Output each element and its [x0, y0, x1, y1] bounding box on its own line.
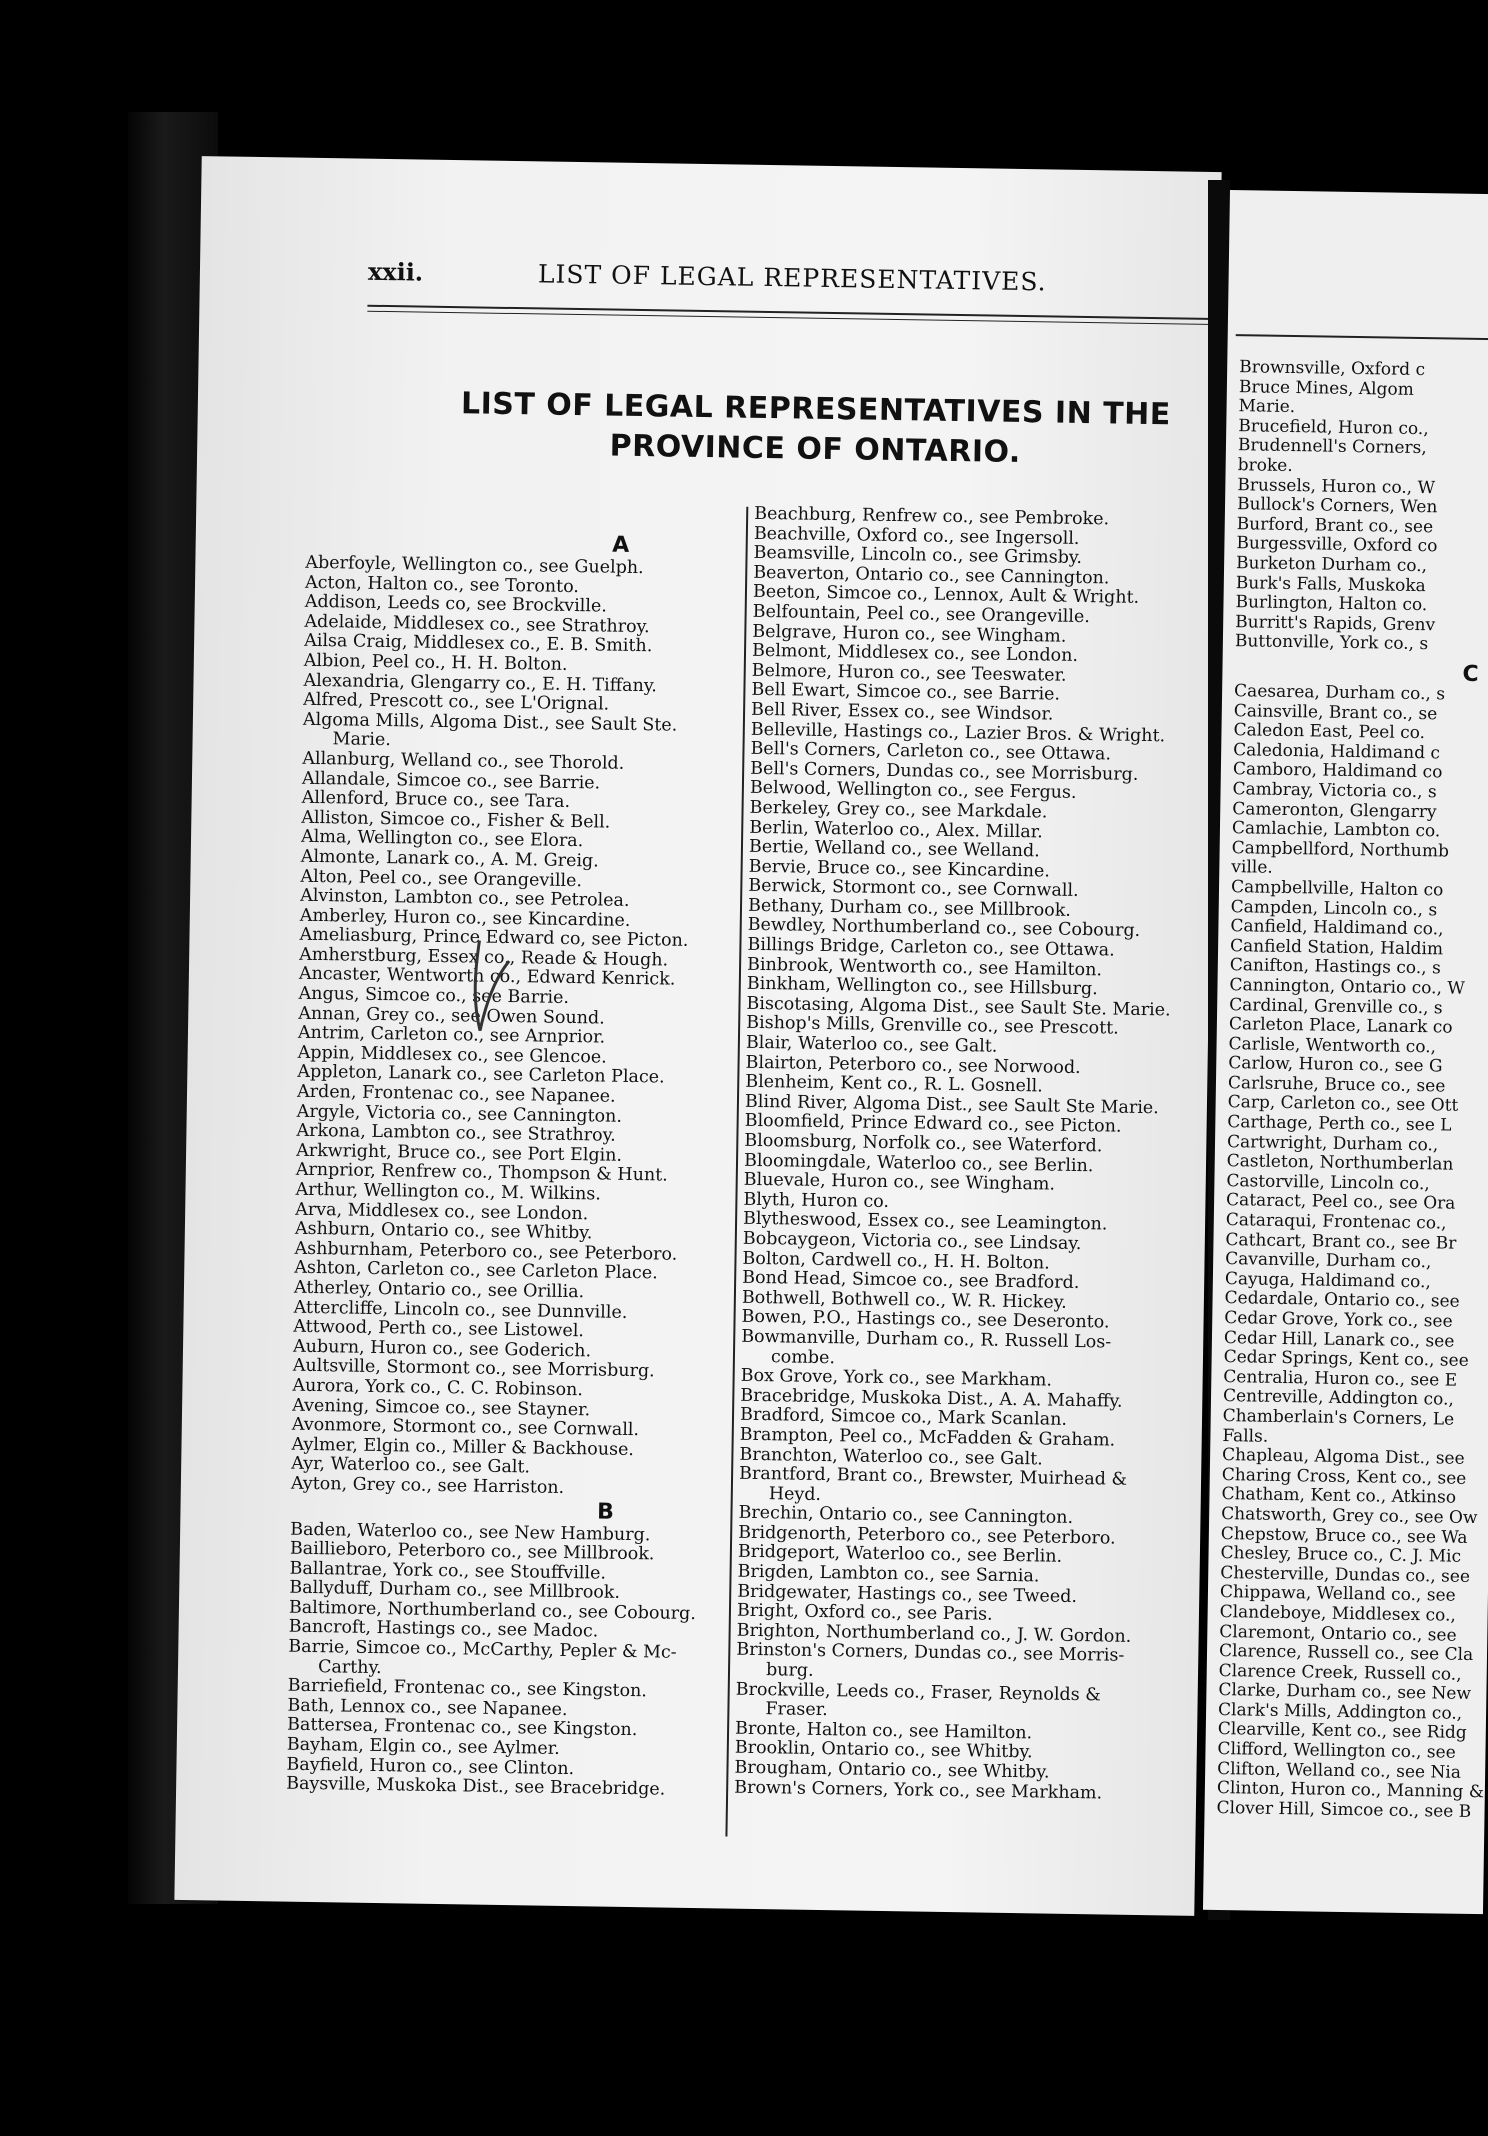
directory-entry: Belwood, Wellington co., see Fergus.: [749, 778, 1077, 804]
directory-entry: Blairton, Peterboro co., see Norwood.: [745, 1052, 1081, 1078]
directory-entry: Chippawa, Welland co., see: [1219, 1582, 1456, 1607]
left-column: [286, 528, 746, 1802]
directory-entry: Ashton, Carleton co., see Carleton Place.: [294, 1258, 658, 1284]
directory-entry: Bright, Oxford co., see Paris.: [736, 1600, 993, 1625]
directory-entry: Bracebridge, Muskoka Dist., A. A. Mahaffy.: [740, 1385, 1123, 1412]
directory-entry: Alexandria, Glengarry co., E. H. Tiffany.: [303, 670, 658, 696]
directory-entry: Bath, Lennox co., see Napanee.: [287, 1695, 568, 1720]
directory-entry: Clover Hill, Simcoe co., see B: [1216, 1797, 1472, 1822]
directory-entry: Ballantrae, York co., see Stouffville.: [289, 1558, 607, 1584]
directory-entry: Cataraqui, Frontenac co.,: [1225, 1210, 1447, 1234]
directory-entry: Castorville, Lincoln co.,: [1226, 1170, 1430, 1195]
directory-entry: Bowen, P.O., Hastings co., see Deseronto.: [741, 1307, 1110, 1333]
directory-entry: Attwood, Perth co., see Listowel.: [293, 1316, 585, 1342]
directory-entry: Blytheswood, Essex co., see Leamington.: [742, 1209, 1108, 1235]
directory-entry: Aultsville, Stormont co., see Morrisburg.: [292, 1356, 655, 1382]
directory-entry: Blenheim, Kent co., R. L. Gosnell.: [745, 1071, 1043, 1097]
directory-entry: Cathcart, Brant co., see Br: [1225, 1229, 1457, 1254]
directory-entry: Bruce Mines, Algom: [1238, 376, 1414, 400]
directory-entry: Beamsville, Lincoln co., see Grimsby.: [753, 543, 1083, 569]
directory-entry: Ancaster, Wentworth co., Edward Kenrick.: [298, 964, 676, 991]
directory-entry: Clark's Mills, Addington co.,: [1217, 1699, 1463, 1724]
directory-entry: ville.: [1231, 857, 1273, 879]
directory-entry: Brown's Corners, York co., see Markham.: [734, 1777, 1103, 1804]
directory-entry: Clifford, Wellington co., see: [1217, 1739, 1456, 1763]
directory-entry: Campden, Lincoln co., s: [1230, 896, 1438, 920]
directory-entry: Allandale, Simcoe co., see Barrie.: [301, 768, 601, 793]
facing-page-rule: [1236, 334, 1488, 341]
directory-entry: Algoma Mills, Algoma Dist., see Sault Ste.: [302, 709, 678, 736]
directory-entry: Bervie, Bruce co., see Kincardine.: [748, 856, 1051, 882]
directory-entry: Brampton, Peel co., McFadden & Graham.: [739, 1424, 1116, 1451]
directory-entry: Brighton, Northumberland co., J. W. Gordon.: [736, 1620, 1132, 1647]
directory-entry: Burk's Falls, Muskoka: [1235, 572, 1426, 596]
directory-entry: Almonte, Lanark co., A. M. Greig.: [300, 846, 599, 872]
directory-entry: Arva, Middlesex co., see London.: [295, 1199, 589, 1224]
directory-entry: Addison, Leeds co, see Brockville.: [304, 591, 608, 617]
directory-entry: Acton, Halton co., see Toronto.: [304, 572, 580, 597]
directory-entry: Marie.: [1238, 396, 1296, 418]
directory-entry: Blind River, Algoma Dist., see Sault Ste Marie.: [744, 1091, 1159, 1119]
directory-entry: Bell's Corners, Dundas co., see Morrisburg.: [750, 758, 1139, 785]
directory-entry: Campbellford, Northumb: [1231, 837, 1450, 862]
directory-entry: Bradford, Simcoe co., Mark Scanlan.: [739, 1405, 1068, 1431]
facing-page-column-top: [1235, 358, 1441, 655]
directory-entry: Cavanville, Durham co.,: [1225, 1249, 1432, 1273]
directory-entry: Bolton, Cardwell co., H. H. Bolton.: [742, 1248, 1050, 1274]
directory-entry: Ailsa Craig, Middlesex co., E. B. Smith.: [303, 631, 653, 657]
directory-entry: Clarke, Durham co., see New: [1218, 1680, 1472, 1705]
directory-entry: Bethany, Durham co., see Millbrook.: [747, 895, 1072, 921]
directory-entry: Campbellville, Halton co: [1230, 877, 1444, 901]
directory-entry: Caledonia, Haldimand c: [1233, 739, 1441, 764]
directory-entry: Ashburnham, Peterboro co., see Peterboro.: [294, 1238, 678, 1265]
directory-entry: Antrim, Carleton co., see Arnprior.: [297, 1022, 606, 1048]
directory-entry: Burritt's Rapids, Grenv: [1235, 611, 1436, 635]
directory-entry: Bertie, Welland co., see Welland.: [748, 836, 1040, 862]
directory-entry: Brockville, Leeds co., Fraser, Reynolds &: [735, 1679, 1101, 1706]
directory-entry: Alton, Peel co., see Orangeville.: [300, 866, 583, 891]
page-header: [368, 257, 1229, 311]
directory-entry: Argyle, Victoria co., see Cannington.: [296, 1101, 623, 1127]
directory-entry: Belfountain, Peel co., see Orangeville.: [752, 601, 1091, 628]
directory-entry: Chepstow, Bruce co., see Wa: [1220, 1523, 1468, 1548]
section-letter: B: [596, 1498, 615, 1525]
directory-entry: Appleton, Lanark co., see Carleton Place.: [297, 1062, 665, 1088]
directory-entry: Cartwright, Durham co.,: [1226, 1131, 1439, 1156]
directory-entry: Amherstburg, Essex co., Reade & Hough.: [299, 944, 669, 971]
directory-entry: Canfield Station, Haldim: [1229, 935, 1444, 960]
directory-entry: Bridgeport, Waterloo co., see Berlin.: [737, 1542, 1063, 1568]
directory-entry: Bell River, Essex co., see Windsor.: [750, 699, 1054, 725]
directory-entry: Brechin, Ontario co., see Cannington.: [738, 1502, 1074, 1529]
directory-entry: Bluevale, Huron co., see Wingham.: [743, 1169, 1056, 1195]
directory-entry: Cedardale, Ontario co., see: [1224, 1288, 1460, 1313]
directory-entry: Annan, Grey co., see Owen Sound.: [298, 1003, 605, 1029]
directory-entry: Cardinal, Grenville co., s: [1229, 994, 1443, 1018]
directory-entry: Ameliasburg, Prince Edward co, see Picton.: [299, 925, 689, 952]
directory-entry: Cataract, Peel co., see Ora: [1225, 1190, 1456, 1215]
directory-entry: Branchton, Waterloo co., see Galt.: [739, 1444, 1043, 1469]
directory-entry: Brooklin, Ontario co., see Whitby.: [734, 1738, 1033, 1763]
directory-entry: Caesarea, Durham co., s: [1233, 681, 1446, 705]
directory-entry: Bridgewater, Hastings co., see Tweed.: [737, 1581, 1078, 1607]
directory-entry: Buttonville, York co., s: [1234, 631, 1429, 655]
directory-entry: Avonmore, Stormont co., see Cornwall.: [291, 1414, 640, 1441]
directory-entry: Chapleau, Algoma Dist., see: [1221, 1445, 1465, 1469]
directory-entry: Brussels, Huron co., W: [1237, 474, 1436, 498]
directory-entry: Arkwright, Bruce co., see Port Elgin.: [295, 1140, 623, 1166]
directory-entry: Cedar Hill, Lanark co., see: [1223, 1327, 1455, 1352]
directory-entry: Carlow, Huron co., see G: [1228, 1053, 1443, 1077]
directory-entry: broke.: [1237, 455, 1293, 476]
directory-entry: Beachville, Oxford co., see Ingersoll.: [753, 523, 1080, 549]
directory-entry: Aurora, York co., C. C. Robinson.: [292, 1375, 584, 1401]
directory-entry: Brantford, Brant co., Brewster, Muirhead &: [738, 1463, 1128, 1490]
directory-entry: Bell's Corners, Carleton co., see Ottawa.: [750, 738, 1112, 765]
directory-entry: Berwick, Stormont co., see Cornwall.: [748, 876, 1079, 902]
directory-entry: Carleton Place, Lanark co: [1228, 1014, 1453, 1038]
directory-entry: Angus, Simcoe co., see Barrie.: [298, 983, 570, 1009]
directory-entry: Fraser.: [765, 1699, 828, 1721]
directory-entry: Cedar Grove, York co., see: [1224, 1308, 1453, 1332]
directory-entry: Ayr, Waterloo co., see Galt.: [291, 1453, 531, 1478]
directory-entry: Bullock's Corners, Wen: [1236, 494, 1438, 518]
section-letter-c: C: [1462, 661, 1479, 687]
directory-entry: Brougham, Ontario co., see Whitby.: [734, 1757, 1050, 1783]
section-letter: A: [611, 532, 630, 558]
directory-entry: Bond Head, Simcoe co., see Bradford.: [742, 1267, 1080, 1294]
directory-entry: Ballyduff, Durham co., see Millbrook.: [289, 1577, 621, 1604]
page-number: xxii.: [367, 256, 424, 287]
directory-entry: Appin, Middlesex co., see Glencoe.: [297, 1042, 607, 1068]
directory-entry: Clifton, Welland co., see Nia: [1217, 1758, 1462, 1783]
directory-entry: Arkona, Lambton co., see Strathroy.: [296, 1120, 616, 1146]
directory-entry: Barriefield, Frontenac co., see Kingston.: [287, 1675, 648, 1702]
directory-entry: Caledon East, Peel co.: [1233, 720, 1426, 744]
directory-entry: Arnprior, Renfrew co., Thompson & Hunt.: [295, 1160, 668, 1186]
directory-entry: Bothwell, Bothwell co., W. R. Hickey.: [741, 1287, 1067, 1313]
directory-entry: Belmont, Middlesex co., see London.: [751, 640, 1079, 667]
directory-entry: Carthy.: [317, 1656, 382, 1678]
directory-entry: Marie.: [332, 729, 391, 751]
directory-entry: Heyd.: [768, 1483, 822, 1505]
directory-entry: burg.: [765, 1660, 814, 1681]
directory-entry: Clandeboye, Middlesex co.,: [1219, 1601, 1457, 1626]
directory-entry: Burford, Brant co., see: [1236, 513, 1434, 537]
directory-entry: Attercliffe, Lincoln co., see Dunnville.: [293, 1297, 628, 1323]
directory-entry: Bronte, Halton co., see Hamilton.: [734, 1718, 1033, 1744]
directory-entry: Beachburg, Renfrew co., see Pembroke.: [754, 503, 1110, 530]
running-head: LIST OF LEGAL REPRESENTATIVES.: [537, 259, 1047, 297]
directory-entry: Bancroft, Hastings co., see Madoc.: [288, 1617, 599, 1642]
directory-entry: Berkeley, Grey co., see Markdale.: [749, 797, 1048, 823]
directory-entry: Alfred, Prescott co., see L'Orignal.: [303, 689, 610, 715]
directory-entry: Centreville, Addington co.,: [1222, 1386, 1454, 1411]
directory-entry: Charing Cross, Kent co., see: [1221, 1464, 1467, 1489]
directory-entry: Cameronton, Glengarry: [1232, 798, 1437, 822]
book-page: [174, 156, 1221, 1916]
page-title: LIST OF LEGAL REPRESENTATIVES IN THE PROVINCE OF ONTARIO.: [460, 386, 1171, 470]
directory-entry: Carlisle, Wentworth co.,: [1228, 1033, 1437, 1058]
directory-entry: Beaverton, Ontario co., see Cannington.: [753, 562, 1110, 589]
directory-entry: Cedar Springs, Kent co., see: [1223, 1347, 1469, 1372]
directory-entry: Avening, Simcoe co., see Stayner.: [291, 1395, 591, 1420]
directory-entry: Canifton, Hastings co., s: [1229, 955, 1441, 979]
directory-entry: Baysville, Muskoka Dist., see Bracebridge.: [286, 1773, 666, 1800]
directory-entry: Baltimore, Northumberland co., see Cobourg.: [288, 1597, 697, 1624]
directory-entry: Beeton, Simcoe co., Lennox, Ault & Wright.: [752, 582, 1140, 609]
directory-entry: Binkham, Wellington co., see Hillsburg.: [746, 974, 1098, 1000]
directory-entry: Burketon Durham co.,: [1235, 553, 1428, 577]
directory-entry: Bell Ewart, Simcoe co., see Barrie.: [751, 680, 1061, 705]
directory-entry: Belmore, Huron co., see Teeswater.: [751, 660, 1067, 686]
directory-entry: Camlachie, Lambton co.: [1231, 818, 1441, 842]
directory-entry: Chesterville, Dundas co., see: [1220, 1562, 1471, 1587]
facing-page-column-bottom: [1216, 682, 1488, 1822]
directory-entry: Billings Bridge, Carleton co., see Ottawa.: [747, 934, 1115, 961]
directory-entry: Belleville, Hastings co., Lazier Bros. & Wright.: [750, 719, 1166, 746]
directory-entry: Ashburn, Ontario co., see Whitby.: [294, 1218, 593, 1244]
directory-entry: Carlsruhe, Bruce co., see: [1227, 1072, 1446, 1097]
directory-entry: Falls.: [1222, 1425, 1269, 1447]
directory-entry: Aylmer, Elgin co., Miller & Backhouse.: [291, 1434, 635, 1460]
directory-entry: Cambray, Victoria co., s: [1232, 779, 1437, 803]
directory-entry: Allenford, Bruce co., see Tara.: [301, 787, 571, 813]
directory-entry: Belgrave, Huron co., see Wingham.: [752, 621, 1067, 647]
directory-entry: Carp, Carleton co., see Ott: [1227, 1092, 1459, 1117]
directory-entry: Cannington, Ontario co., W: [1229, 974, 1465, 999]
directory-entry: Alliston, Simcoe co., Fisher & Bell.: [301, 807, 611, 833]
directory-entry: Adelaide, Middlesex co., see Strathroy.: [304, 611, 650, 637]
facing-page: [1203, 190, 1488, 1914]
directory-entry: Biscotasing, Algoma Dist., see Sault Ste. Marie.: [746, 993, 1171, 1021]
directory-entry: Burgessville, Oxford co: [1236, 533, 1438, 557]
directory-entry: Ayton, Grey co., see Harriston.: [290, 1473, 565, 1498]
directory-entry: Claremont, Ontario co., see: [1219, 1621, 1457, 1646]
directory-entry: Bloomsburg, Norfolk co., see Waterford.: [744, 1130, 1103, 1157]
directory-entry: Bloomfield, Prince Edward co., see Picton.: [744, 1111, 1122, 1138]
directory-entry: Bobcaygeon, Victoria co., see Lindsay.: [742, 1228, 1082, 1255]
directory-entry: combe.: [770, 1346, 836, 1368]
directory-entry: Bewdley, Northumberland co., see Cobourg.: [747, 915, 1141, 942]
directory-entry: Auburn, Huron co., see Goderich.: [292, 1336, 592, 1362]
directory-entry: Bowmanville, Durham co., R. Russell Los-: [741, 1326, 1112, 1353]
directory-entry: Brudennell's Corners,: [1237, 435, 1427, 459]
directory-entry: Blyth, Huron co.: [743, 1189, 890, 1212]
directory-entry: Bloomingdale, Waterloo co., see Berlin.: [743, 1150, 1094, 1176]
middle-column: [734, 505, 1194, 1805]
directory-entry: Arthur, Wellington co., M. Wilkins.: [295, 1179, 602, 1205]
directory-entry: Bishop's Mills, Grenville co., see Prescott.: [746, 1013, 1119, 1040]
directory-entry: Centralia, Huron co., see E: [1223, 1366, 1458, 1391]
directory-entry: Cainsville, Brant co., se: [1233, 700, 1438, 724]
directory-entry: Cayuga, Haldimand co.,: [1224, 1268, 1432, 1293]
directory-entry: Bayfield, Huron co., see Clinton.: [286, 1754, 575, 1779]
directory-entry: Allanburg, Welland co., see Thorold.: [302, 748, 625, 774]
directory-entry: Baillieboro, Peterboro co., see Millbrook.: [289, 1538, 655, 1565]
directory-entry: Brigden, Lambton co., see Sarnia.: [737, 1561, 1040, 1587]
directory-entry: Brucefield, Huron co.,: [1238, 415, 1429, 439]
directory-entry: Chatham, Kent co., Atkinso: [1221, 1484, 1457, 1509]
directory-entry: Baden, Waterloo co., see New Hamburg.: [290, 1519, 651, 1545]
directory-entry: Bridgenorth, Peterboro co., see Peterboro.: [738, 1522, 1116, 1549]
directory-entry: Brownsville, Oxford c: [1239, 357, 1426, 381]
directory-entry: Blair, Waterloo co., see Galt.: [745, 1032, 998, 1057]
directory-entry: Clearville, Kent co., see Ridg: [1217, 1719, 1467, 1744]
directory-entry: Carthage, Perth co., see L: [1227, 1112, 1452, 1136]
directory-entry: Camboro, Haldimand co: [1232, 759, 1443, 783]
directory-entry: Barrie, Simcoe co., McCarthy, Pepler & Mc-: [288, 1636, 677, 1663]
directory-entry: Burlington, Halton co.: [1235, 592, 1428, 616]
directory-entry: Clarence, Russell co., see Cla: [1218, 1641, 1474, 1666]
directory-entry: Chamberlain's Corners, Le: [1222, 1406, 1455, 1430]
directory-entry: Canfield, Haldimand co.,: [1230, 916, 1444, 940]
directory-entry: Box Grove, York co., see Markham.: [740, 1365, 1053, 1391]
directory-entry: Clarence Creek, Russell co.,: [1218, 1660, 1462, 1685]
directory-entry: Chesley, Bruce co., C. J. Mic: [1220, 1543, 1462, 1567]
directory-entry: Aberfoyle, Wellington co., see Guelph.: [305, 552, 644, 579]
directory-entry: Alma, Wellington co., see Elora.: [300, 827, 584, 852]
directory-entry: Battersea, Frontenac co., see Kingston.: [286, 1715, 638, 1741]
directory-entry: Amberley, Huron co., see Kincardine.: [299, 905, 631, 931]
directory-entry: Albion, Peel co., H. H. Bolton.: [303, 650, 568, 675]
directory-entry: Castleton, Northumberlan: [1226, 1151, 1454, 1175]
directory-entry: Atherley, Ontario co., see Orillia.: [293, 1277, 585, 1303]
directory-entry: Brinston's Corners, Dundas co., see Morris-: [736, 1640, 1125, 1667]
directory-entry: Chatsworth, Grey co., see Ow: [1221, 1503, 1478, 1528]
directory-entry: Clinton, Huron co., Manning &: [1216, 1778, 1485, 1803]
directory-entry: Berlin, Waterloo co., Alex. Millar.: [749, 817, 1043, 842]
directory-entry: Alvinston, Lambton co., see Petrolea.: [299, 885, 630, 911]
directory-entry: Binbrook, Wentworth co., see Hamilton.: [746, 954, 1103, 980]
directory-entry: Arden, Frontenac co., see Napanee.: [296, 1081, 616, 1107]
pencil-checkmark-icon: [470, 920, 512, 1041]
directory-entry: Bayham, Elgin co., see Aylmer.: [286, 1734, 560, 1759]
